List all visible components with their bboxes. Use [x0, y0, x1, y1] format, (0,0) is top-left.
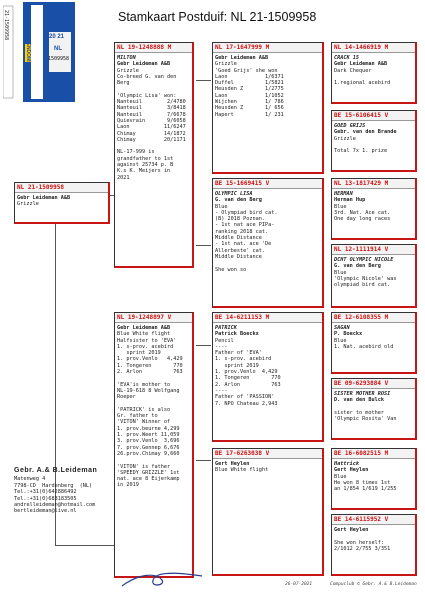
sdd-card[interactable]: NL 12-1111914 V DCHT OLYMPIC NICOLE G. van den Berg Blue 'Olympic Nicole' was olympiad bird cat.: [331, 244, 417, 308]
breeder-contact: Gebr. A.& B.Leideman Matenweg 4 7798-CD Hardenberg (NL) Tel.:+31(0)642886492 Tel.:+31(0)683183505 andrelleideman@hotmail.com bertleideman@live.nl: [14, 467, 98, 515]
dam-ring-number: NL 19-1248897 V: [115, 313, 192, 323]
sire-card[interactable]: [114, 42, 194, 268]
sss-card[interactable]: NL 14-1466919 M CRACK 15 Gebr Leideman A&B Dark Chequer 1.regional acebird: [331, 42, 417, 104]
ddd-card[interactable]: BE 14-6115952 V Gert Heylen She won herself: 2/1012 2/755 3/351: [331, 514, 417, 576]
dam-dam-card[interactable]: BE 17-6263038 V Gert Heylen Blue White flight: [212, 448, 324, 576]
sire-sire-card[interactable]: NL 17-1647999 M Gebr Leideman A&B Grizzle 'Goed Grijs' she won Laon 1/6371 Duffel 1/5821 Heusden Z 1/2775 Laon 1/1052 Wijchen 1/ 786 Heusden Z 1/ 656 Hapert 1/ 231: [212, 42, 324, 174]
sire-details: MILTON Gebr Leideman A&B Grizzle Co-breed G. van den Berg 'Olympic Lisa' won: Nanteuil 2/4780 Nanteuil 3/8418 Nanteuil 7/6678 Quievrain 9/6058 Laon 11/6247 Chimay 14/1872 Chimay 20/1171 NL-17-999 is grandfather to 1st against 25734 p. B K.s K. Meijers in 2021: [117, 55, 186, 181]
breeder-name: Gebr. A.& B.Leideman: [14, 467, 98, 474]
dam-sire-card[interactable]: BE 14-6211153 M PATRICK Patrick Boeckx Pencil ---- Father of 'EVA' 1. s-prov. acebird sprint 2019 1. prov.Venlo 4,429 1. Tongeren 770 2. Arlon 763 ---- Father of 'PASSION' 7. NPO Chateau 2,943: [212, 312, 324, 442]
dsd-card[interactable]: BE 09-6293884 V SISTER MOTHER ROSI D. van den Bulck sister to mother 'Olympic Rosita' Van: [331, 378, 417, 440]
connector-sire-ss: [196, 80, 211, 81]
sticker-vertical-id: 21-1509958: [3, 10, 9, 41]
sire-ring-number: NL 19-1248888 M: [115, 43, 192, 53]
main-ring-number: NL 21-1509958: [15, 183, 108, 193]
sticker-code: NL: [54, 46, 62, 52]
connector-main-dam: [55, 545, 115, 546]
sticker-number: 1509958: [48, 56, 70, 62]
sticker-year: 20 21: [49, 34, 65, 40]
footer-date: 26-07-2021: [285, 582, 313, 587]
dam-sire-ring-number: BE 14-6211153 M: [213, 313, 322, 323]
dam-dam-ring-number: BE 17-6263038 V: [213, 449, 322, 459]
page-title: Stamkaart Postduif: NL 21-1509958: [118, 10, 317, 24]
sticker-side-text: EIGENDOMSBEWIJS VAN: [25, 34, 31, 96]
sire-dam-card[interactable]: BE 15-1669415 V OLYMPIC LISA G. van den Berg Blue - Olympiad bird cat. (B) 2018 Poznan. - 1st nat ace PIPa- ranking 2018 cat. Middle Distance - 1st nat. ace 'De Allerbeste' cat. Middle Distance She won so: [212, 178, 324, 308]
dam-card[interactable]: [114, 312, 194, 578]
signature-mark: [118, 568, 206, 590]
connector-sire-sd: [196, 245, 211, 246]
dss-card[interactable]: BE 12-6108355 M SAGAN P. Boeckx Blue 1. Nat. acebird old: [331, 312, 417, 374]
ssd-card[interactable]: BE 15-6106415 V GOED GRIJS Gebr. van den Brande Grizzle Total 7x 1. prize: [331, 110, 417, 172]
main-pigeon-card[interactable]: NL 21-1509958 Gebr Leideman A&B Grizzle: [14, 182, 110, 224]
sire-sire-ring-number: NL 17-1647999 M: [213, 43, 322, 53]
dds-card[interactable]: BE 16-6082515 M Hattrick Gert Heylen Blue He won 8 times 1st an 1/854 1/619 1/255: [331, 448, 417, 510]
ownership-sticker: [3, 2, 75, 102]
dam-details: Gebr Leideman A&B Blue White flight Halfsister to 'EVA' 1. s-prov. acebird sprint 2019 1. prov.Venlo 4,429 1. Tongeren 770 2. Arlon 763 'EVA'is mother to NL-19-618 8 Wolfgang Roeper 'PATRICK' is also Gr. father to 'VITON' Winner of 1. prov.beurne 4,299 1. prov.Weert 11,059 3. prov.Venlo 3,696 7. prov.Gennep 6,676 26.prov.Chimay 9,660 'VITON' is father 'SPEEDY GRIZZLE' 1st nat. ace 8 Eijerkamp in 2019: [117, 325, 183, 489]
footer-credit: Compuclub © Gebr. A.& B.Leideman: [330, 582, 417, 587]
connector-dam-ds: [196, 345, 211, 346]
connector-dam-dd: [196, 460, 211, 461]
sire-dam-ring-number: BE 15-1669415 V: [213, 179, 322, 189]
sds-card[interactable]: NL 13-1817429 M HERMAN Herman Hup Blue 3rd. Nat. Ace cat. One day long races: [331, 178, 417, 240]
